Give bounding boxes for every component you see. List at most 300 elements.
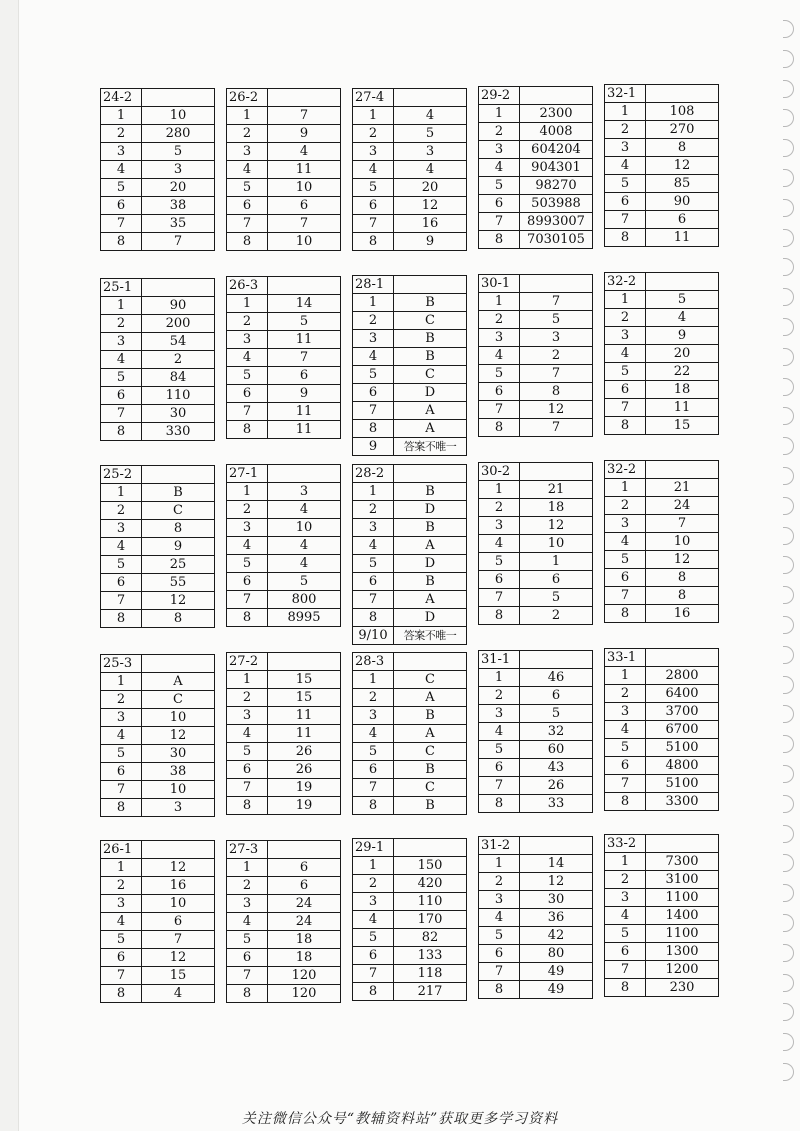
table-header-blank <box>520 87 593 105</box>
table-title: 33-1 <box>605 649 646 667</box>
answer-value: 3300 <box>646 793 719 811</box>
answer-value: 11 <box>268 403 341 421</box>
table-row <box>101 143 215 161</box>
table-row <box>479 589 593 607</box>
table-row <box>101 538 215 556</box>
question-number: 4 <box>101 727 142 745</box>
answer-table-32-2-b <box>604 460 719 623</box>
answer-table-27-2 <box>226 652 341 815</box>
question-number: 8 <box>101 233 142 251</box>
answer-value: 9 <box>268 125 341 143</box>
answer-value: 8993007 <box>520 213 593 231</box>
answer-value: B <box>394 707 467 725</box>
question-number: 7 <box>101 405 142 423</box>
table-row <box>605 103 719 121</box>
answer-value: 3 <box>520 329 593 347</box>
table-row <box>101 709 215 727</box>
question-number: 4 <box>479 723 520 741</box>
answer-value: 6 <box>142 913 215 931</box>
question-number: 3 <box>101 709 142 727</box>
question-number: 2 <box>605 309 646 327</box>
question-number: 6 <box>605 943 646 961</box>
table-row <box>101 215 215 233</box>
table-row <box>353 215 467 233</box>
answer-table-28-1 <box>352 275 467 456</box>
question-number: 3 <box>227 331 268 349</box>
answer-value: 8 <box>142 520 215 538</box>
answer-value: 9 <box>142 538 215 556</box>
answer-value: B <box>394 573 467 591</box>
table-row <box>101 610 215 628</box>
answer-value: 16 <box>646 605 719 623</box>
answer-table-30-2 <box>478 462 593 625</box>
table-row <box>353 689 467 707</box>
question-number: 1 <box>101 107 142 125</box>
table-header-row <box>227 277 341 295</box>
answer-value: 46 <box>520 669 593 687</box>
answer-value: 24 <box>646 497 719 515</box>
answer-value: 7 <box>142 233 215 251</box>
answer-value: 5 <box>646 291 719 309</box>
table-row <box>605 399 719 417</box>
table-title: 32-2 <box>605 273 646 291</box>
table-row <box>479 777 593 795</box>
answer-table-25-3 <box>100 654 215 817</box>
table-row <box>479 795 593 813</box>
table-row <box>353 366 467 384</box>
binder-ring-icon <box>783 109 794 127</box>
answer-table-26-1 <box>100 840 215 1003</box>
answer-value: 1100 <box>646 925 719 943</box>
binder-ring-icon <box>783 705 794 723</box>
table-row <box>605 497 719 515</box>
question-number: 6 <box>101 387 142 405</box>
question-number: 7 <box>227 591 268 609</box>
question-number: 8 <box>353 233 394 251</box>
answer-value: D <box>394 609 467 627</box>
answer-value: 14 <box>268 295 341 313</box>
table-row <box>605 363 719 381</box>
table-row <box>353 743 467 761</box>
question-number: 3 <box>101 333 142 351</box>
question-number: 8 <box>227 609 268 627</box>
question-number: 3 <box>353 707 394 725</box>
question-number: 1 <box>101 859 142 877</box>
answer-table-29-2 <box>478 86 593 249</box>
table-row <box>605 907 719 925</box>
table-row <box>353 797 467 815</box>
answer-value: 24 <box>268 913 341 931</box>
table-row <box>605 291 719 309</box>
table-row <box>227 179 341 197</box>
table-header-blank <box>142 279 215 297</box>
table-title: 28-1 <box>353 276 394 294</box>
answer-value: 6 <box>268 367 341 385</box>
table-row <box>479 705 593 723</box>
table-row <box>227 859 341 877</box>
answer-value: 7 <box>142 931 215 949</box>
answer-value: 1200 <box>646 961 719 979</box>
table-row <box>605 327 719 345</box>
table-row <box>227 895 341 913</box>
question-number: 5 <box>101 745 142 763</box>
question-number: 1 <box>353 857 394 875</box>
answer-value: 33 <box>520 795 593 813</box>
question-number: 7 <box>353 779 394 797</box>
question-number: 2 <box>353 689 394 707</box>
table-row <box>227 967 341 985</box>
question-number: 7 <box>227 967 268 985</box>
table-row <box>227 671 341 689</box>
table-row <box>605 605 719 623</box>
answer-value: 604204 <box>520 141 593 159</box>
binder-rings <box>776 20 794 1100</box>
question-number: 7 <box>479 963 520 981</box>
answer-value: 4008 <box>520 123 593 141</box>
question-number: 7 <box>605 775 646 793</box>
answer-value: 2300 <box>520 105 593 123</box>
table-row <box>227 349 341 367</box>
question-number: 1 <box>479 669 520 687</box>
binder-ring-icon <box>783 378 794 396</box>
answer-value: A <box>394 537 467 555</box>
question-number: 6 <box>227 949 268 967</box>
table-row <box>479 329 593 347</box>
table-row <box>353 573 467 591</box>
table-header-row <box>353 465 467 483</box>
question-number: 2 <box>479 687 520 705</box>
table-header-row <box>479 87 593 105</box>
table-row <box>353 627 467 645</box>
table-row <box>353 875 467 893</box>
question-number: 8 <box>227 797 268 815</box>
question-number: 5 <box>101 931 142 949</box>
table-row <box>605 925 719 943</box>
table-row <box>353 107 467 125</box>
binder-ring-icon <box>783 258 794 276</box>
table-row <box>227 609 341 627</box>
binder-ring-icon <box>783 348 794 366</box>
question-number: 1 <box>353 483 394 501</box>
table-header-blank <box>394 89 467 107</box>
answer-value: 6400 <box>646 685 719 703</box>
table-row <box>479 669 593 687</box>
table-row <box>101 691 215 709</box>
question-number: 3 <box>479 141 520 159</box>
table-row <box>101 877 215 895</box>
table-header-row <box>353 276 467 294</box>
answer-value: 8 <box>142 610 215 628</box>
answer-value: 503988 <box>520 195 593 213</box>
answer-value: 8 <box>646 139 719 157</box>
question-number: 5 <box>353 179 394 197</box>
answer-value: 12 <box>646 551 719 569</box>
table-row <box>479 159 593 177</box>
answer-value: 18 <box>520 499 593 517</box>
question-number: 8 <box>353 797 394 815</box>
table-row <box>605 551 719 569</box>
question-number: 7 <box>227 779 268 797</box>
question-number: 9/10 <box>353 627 394 645</box>
answer-value: 200 <box>142 315 215 333</box>
answer-value: A <box>394 420 467 438</box>
answer-value: A <box>142 673 215 691</box>
table-header-row <box>227 653 341 671</box>
table-row <box>479 945 593 963</box>
page-edge <box>0 0 19 1131</box>
table-header-blank <box>646 835 719 853</box>
question-number: 7 <box>353 965 394 983</box>
table-row <box>479 293 593 311</box>
answer-value: C <box>394 779 467 797</box>
table-row <box>605 757 719 775</box>
answer-value: A <box>394 725 467 743</box>
question-number: 4 <box>353 537 394 555</box>
footer-promo-text: 关注微信公众号“教辅资料站”获取更多学习资料 <box>241 1111 559 1127</box>
answer-value: 22 <box>646 363 719 381</box>
question-number: 2 <box>227 877 268 895</box>
answer-value: 133 <box>394 947 467 965</box>
table-row <box>101 673 215 691</box>
table-row <box>605 889 719 907</box>
binder-ring-icon <box>783 825 794 843</box>
table-row <box>227 501 341 519</box>
question-number: 3 <box>101 520 142 538</box>
binder-ring-icon <box>783 407 794 425</box>
table-title: 32-1 <box>605 85 646 103</box>
answer-value: 5100 <box>646 775 719 793</box>
binder-ring-icon <box>783 20 794 38</box>
answer-table-26-2 <box>226 88 341 251</box>
table-row <box>101 405 215 423</box>
question-number: 5 <box>605 551 646 569</box>
table-row <box>605 175 719 193</box>
question-number: 1 <box>479 855 520 873</box>
question-number: 6 <box>479 195 520 213</box>
table-title: 30-1 <box>479 275 520 293</box>
table-row <box>101 799 215 817</box>
table-row <box>605 961 719 979</box>
question-number: 5 <box>101 179 142 197</box>
question-number: 5 <box>479 365 520 383</box>
answer-value: 8995 <box>268 609 341 627</box>
question-number: 4 <box>479 347 520 365</box>
binder-ring-icon <box>783 1063 794 1081</box>
binder-ring-icon <box>783 765 794 783</box>
answer-value: 38 <box>142 763 215 781</box>
answer-value: 82 <box>394 929 467 947</box>
question-number: 2 <box>479 123 520 141</box>
table-row <box>353 501 467 519</box>
answer-value: 15 <box>646 417 719 435</box>
binder-ring-icon <box>783 437 794 455</box>
table-row <box>479 909 593 927</box>
question-number: 5 <box>479 927 520 945</box>
question-number: 1 <box>227 295 268 313</box>
answer-value: 6 <box>268 197 341 215</box>
question-number: 7 <box>605 961 646 979</box>
table-row <box>353 438 467 456</box>
table-row <box>101 351 215 369</box>
answer-value: 30 <box>520 891 593 909</box>
table-row <box>605 853 719 871</box>
answer-value: 11 <box>646 229 719 247</box>
question-number: 1 <box>101 673 142 691</box>
answer-value: 170 <box>394 911 467 929</box>
table-row <box>479 607 593 625</box>
table-header-blank <box>268 89 341 107</box>
question-number: 2 <box>101 691 142 709</box>
table-row <box>227 931 341 949</box>
answer-value: 30 <box>142 405 215 423</box>
answer-table-26-3 <box>226 276 341 439</box>
table-row <box>101 745 215 763</box>
table-row <box>479 553 593 571</box>
question-number: 3 <box>227 519 268 537</box>
answer-table-30-1 <box>478 274 593 437</box>
table-row <box>353 312 467 330</box>
table-title: 24-2 <box>101 89 142 107</box>
answer-value: 43 <box>520 759 593 777</box>
answer-value: B <box>142 484 215 502</box>
question-number: 2 <box>353 125 394 143</box>
question-number: 5 <box>353 929 394 947</box>
question-number: 3 <box>353 143 394 161</box>
table-row <box>605 417 719 435</box>
question-number: 4 <box>227 349 268 367</box>
question-number: 5 <box>227 931 268 949</box>
answer-value: 1 <box>520 553 593 571</box>
question-number: 3 <box>605 703 646 721</box>
table-row <box>227 985 341 1003</box>
answer-value: 12 <box>142 949 215 967</box>
table-row <box>227 725 341 743</box>
table-row <box>353 294 467 312</box>
binder-ring-icon <box>783 646 794 664</box>
table-row <box>353 947 467 965</box>
table-row <box>227 591 341 609</box>
question-number: 5 <box>605 363 646 381</box>
table-row <box>227 403 341 421</box>
question-number: 4 <box>101 351 142 369</box>
table-title: 29-2 <box>479 87 520 105</box>
answer-value: 21 <box>646 479 719 497</box>
binder-ring-icon <box>783 199 794 217</box>
question-number: 3 <box>101 143 142 161</box>
question-number: 5 <box>605 925 646 943</box>
table-row <box>353 161 467 179</box>
question-number: 3 <box>605 515 646 533</box>
answer-value: 42 <box>520 927 593 945</box>
answer-value: 3 <box>142 799 215 817</box>
answer-value: 19 <box>268 779 341 797</box>
question-number: 8 <box>101 985 142 1003</box>
answer-value: 12 <box>142 859 215 877</box>
answer-value: 11 <box>646 399 719 417</box>
table-title: 25-1 <box>101 279 142 297</box>
answer-value: 60 <box>520 741 593 759</box>
answer-value: 5 <box>520 589 593 607</box>
answer-value: 90 <box>646 193 719 211</box>
table-row <box>605 193 719 211</box>
answer-table-33-1 <box>604 648 719 811</box>
table-row <box>227 367 341 385</box>
answer-value: 7 <box>268 107 341 125</box>
table-row <box>227 689 341 707</box>
question-number: 5 <box>479 177 520 195</box>
question-number: 3 <box>479 705 520 723</box>
answer-value: 7 <box>520 293 593 311</box>
answer-value: 14 <box>520 855 593 873</box>
table-row <box>227 215 341 233</box>
table-row <box>605 587 719 605</box>
question-number: 1 <box>353 671 394 689</box>
answer-table-25-2 <box>100 465 215 628</box>
table-row <box>605 157 719 175</box>
answer-value: 270 <box>646 121 719 139</box>
table-row <box>101 592 215 610</box>
table-header-row <box>605 85 719 103</box>
answer-value: 10 <box>142 107 215 125</box>
question-number: 3 <box>605 139 646 157</box>
binder-ring-icon <box>783 80 794 98</box>
table-header-blank <box>142 655 215 673</box>
table-row <box>353 761 467 779</box>
table-header-blank <box>268 277 341 295</box>
answer-value: 7 <box>268 215 341 233</box>
table-title: 27-2 <box>227 653 268 671</box>
answer-value: 20 <box>394 179 467 197</box>
table-header-row <box>605 649 719 667</box>
table-row <box>605 721 719 739</box>
table-row <box>101 179 215 197</box>
question-number: 1 <box>479 105 520 123</box>
question-number: 6 <box>605 381 646 399</box>
question-number: 6 <box>479 383 520 401</box>
answer-value: 6 <box>520 571 593 589</box>
answer-value: B <box>394 761 467 779</box>
answer-value: 30 <box>142 745 215 763</box>
question-number: 4 <box>605 157 646 175</box>
answer-table-31-2 <box>478 836 593 999</box>
binder-ring-icon <box>783 527 794 545</box>
table-row <box>605 139 719 157</box>
binder-ring-icon <box>783 556 794 574</box>
answer-value: 16 <box>394 215 467 233</box>
table-title: 28-3 <box>353 653 394 671</box>
table-row <box>101 985 215 1003</box>
answer-value: 3 <box>142 161 215 179</box>
answer-value: 12 <box>142 592 215 610</box>
table-title: 26-3 <box>227 277 268 295</box>
table-row <box>101 233 215 251</box>
answer-table-33-2 <box>604 834 719 997</box>
binder-ring-icon <box>783 795 794 813</box>
table-row <box>353 179 467 197</box>
table-row <box>479 177 593 195</box>
table-row <box>227 913 341 931</box>
question-number: 7 <box>605 399 646 417</box>
answer-value: 420 <box>394 875 467 893</box>
table-row <box>605 121 719 139</box>
question-number: 1 <box>227 107 268 125</box>
table-row <box>101 387 215 405</box>
table-row <box>353 609 467 627</box>
question-number: 6 <box>227 761 268 779</box>
table-row <box>353 348 467 366</box>
answer-value: 8 <box>646 569 719 587</box>
answer-value: D <box>394 501 467 519</box>
